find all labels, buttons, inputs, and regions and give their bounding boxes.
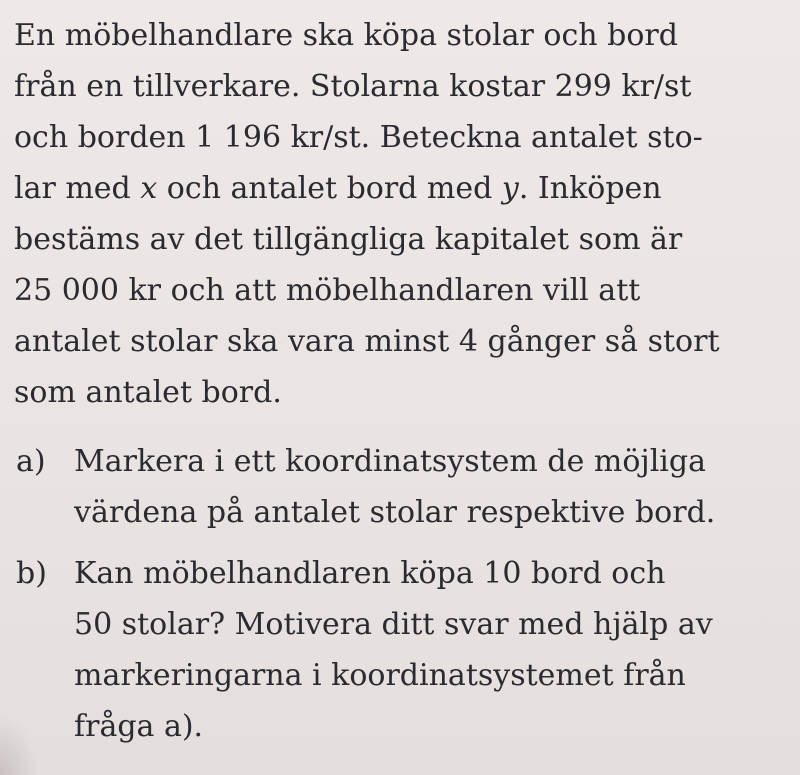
problem-statement	[14, 10, 784, 418]
problem-line-3: och borden 1 196 kr/st. Beteckna antalet sto-	[14, 120, 703, 155]
page-corner-shadow	[0, 715, 40, 775]
problem-line-1: En möbelhandlare ska köpa stolar och bord	[14, 18, 678, 53]
task-a-marker: a)	[16, 444, 46, 479]
task-b-line-3: markeringarna i koordinatsystemet från	[74, 658, 686, 693]
problem-line-2: från en tillverkare. Stolarna kostar 299 kr/st	[14, 69, 692, 104]
task-b-marker: b)	[16, 556, 47, 591]
problem-line-8: som antalet bord.	[14, 375, 282, 410]
task-b	[14, 548, 784, 752]
task-a-line-2: värdena på antalet stolar respektive bord.	[74, 495, 716, 530]
task-a	[14, 436, 784, 538]
problem-line-4-start: lar med	[14, 171, 141, 206]
variable-x: x	[140, 171, 158, 206]
problem-line-4-middle: och antalet bord med	[157, 171, 502, 206]
task-b-line-2: 50 stolar? Motivera ditt svar med hjälp av	[74, 607, 713, 642]
variable-y: y	[501, 171, 519, 206]
problem-line-4-end: . Inköpen	[518, 171, 662, 206]
problem-line-5: bestäms av det tillgängliga kapitalet som är	[14, 222, 683, 257]
textbook-page	[14, 10, 784, 752]
task-a-line-1: Markera i ett koordinatsystem de möjliga	[74, 444, 706, 479]
problem-line-6: 25 000 kr och att möbelhandlaren vill att	[14, 273, 641, 308]
problem-line-7: antalet stolar ska vara minst 4 gånger så stort	[14, 324, 720, 359]
task-b-line-4: fråga a).	[74, 709, 204, 744]
problem-line-4	[14, 163, 784, 214]
task-b-line-1: Kan möbelhandlaren köpa 10 bord och	[74, 556, 666, 591]
